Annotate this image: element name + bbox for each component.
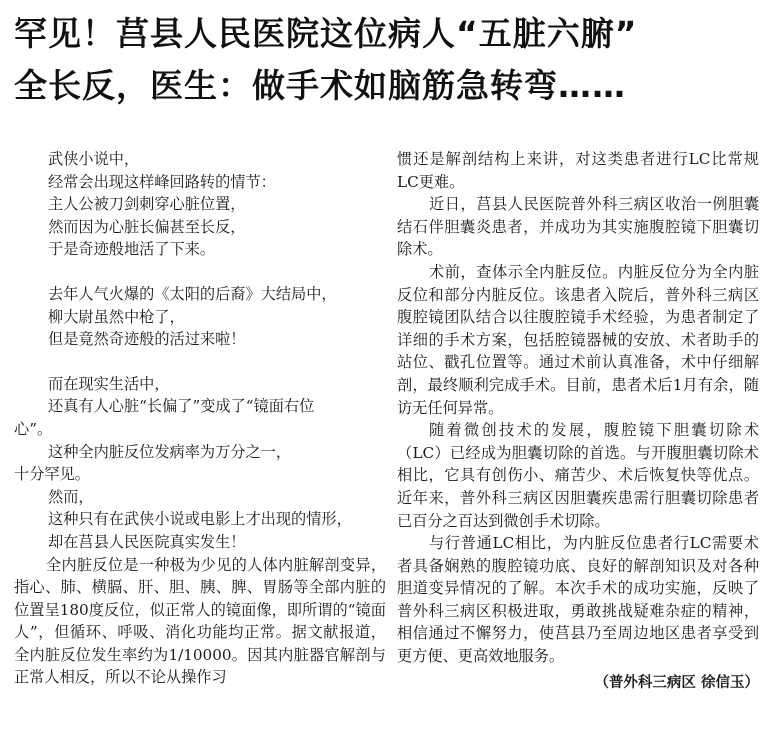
article-right-column [397, 148, 759, 694]
verse-line: 柳大尉虽然中枪了， [48, 307, 185, 326]
paragraph: 全内脏反位是一种极为少见的人体内脏解剖变异，指心、肺、横膈、肝、胆、胰、脾、胃肠等全部内脏的位置呈180度反位，似正常人的镜面像，即所谓的“镜面人”，但循环、呼吸、消化功能均正常。据文献报道，全内脏反位发生率约为1/10000。因其内脏器官解剖与正常人相反，所以不论从操作习 [14, 555, 386, 687]
paragraph: 与行普通LC相比，为内脏反位患者行LC需要术者具备娴熟的腹腔镜功底、良好的解剖知识及对各种胆道变异情况的了解。本次手术的成功实施，反映了普外科三病区积极进取，勇敢挑战疑难杂症的精神，相信通过不懈努力，使莒县乃至周边地区患者享受到更方便、更高效地服务。 [397, 534, 759, 666]
paragraph: 这种全内脏反位发病率为万分之一， [48, 442, 291, 461]
verse-line: 于是奇迹般地活了下来。 [48, 240, 216, 259]
paragraph: 惯还是解剖结构上来讲，对这类患者进行LC比常规LC更难。 [397, 150, 759, 191]
verse-line: 而在现实生活中， [48, 374, 170, 393]
verse-line: 还真有人心脏“长偏了”变成了“镜面右位 [48, 397, 315, 416]
verse-line: 经常会出现这样峰回路转的情节： [48, 172, 276, 191]
paragraph: 近日，莒县人民医院普外科三病区收治一例胆囊结石伴胆囊炎患者，并成功为其实施腹腔镜下胆囊切除术。 [397, 195, 759, 259]
paragraph: 然而， [48, 487, 94, 506]
verse-block-1 [14, 148, 386, 261]
paragraph: 随着微创技术的发展，腹腔镜下胆囊切除术（LC）已经成为胆囊切除的首选。与开腹胆囊切除术相比，它具有创伤小、痛苦少、术后恢复快等优点。近年来，普外科三病区因胆囊疾患需行胆囊切除患者已百分之百达到微创手术切除。 [397, 421, 759, 530]
paragraph: 十分罕见。 [14, 465, 90, 484]
verse-block-2 [14, 283, 386, 351]
paragraph: 却在莒县人民医院真实发生！ [48, 532, 246, 551]
verse-line: 武侠小说中， [48, 150, 140, 168]
author-byline: （普外科三病区 徐信玉） [594, 674, 759, 691]
verse-line: 去年人气火爆的《太阳的后裔》大结局中， [48, 284, 337, 303]
headline-line-2: 全长反，医生：做手术如脑筋急转弯…… [14, 66, 626, 105]
article-left-column [14, 148, 386, 689]
verse-line: 然而因为心脏长偏甚至长反， [48, 217, 246, 236]
headline-line-1: 罕见！莒县人民医院这位病人“五脏六腑” [14, 14, 638, 53]
paragraph: 这种只有在武侠小说或电影上才出现的情形， [48, 510, 352, 529]
headline [14, 12, 759, 108]
paragraph: 术前，查体示全内脏反位。内脏反位分为全内脏反位和部分内脏反位。该患者入院后，普外科三病区腹腔镜团队结合以往腹腔镜手术经验，为患者制定了详细的手术方案，包括腔镜器械的安放、术者助手的站位、戳孔位置等。通过术前认真准备，术中仔细解剖，最终顺利完成手术。目前，患者术后1月有余，随访无任何异常。 [397, 262, 759, 417]
paragraph: 心”。 [14, 419, 53, 438]
verse-block-3 [14, 373, 386, 418]
verse-line: 主人公被刀剑刺穿心脏位置， [48, 195, 246, 214]
verse-line: 但是竟然奇迹般的活过来啦！ [48, 330, 246, 349]
